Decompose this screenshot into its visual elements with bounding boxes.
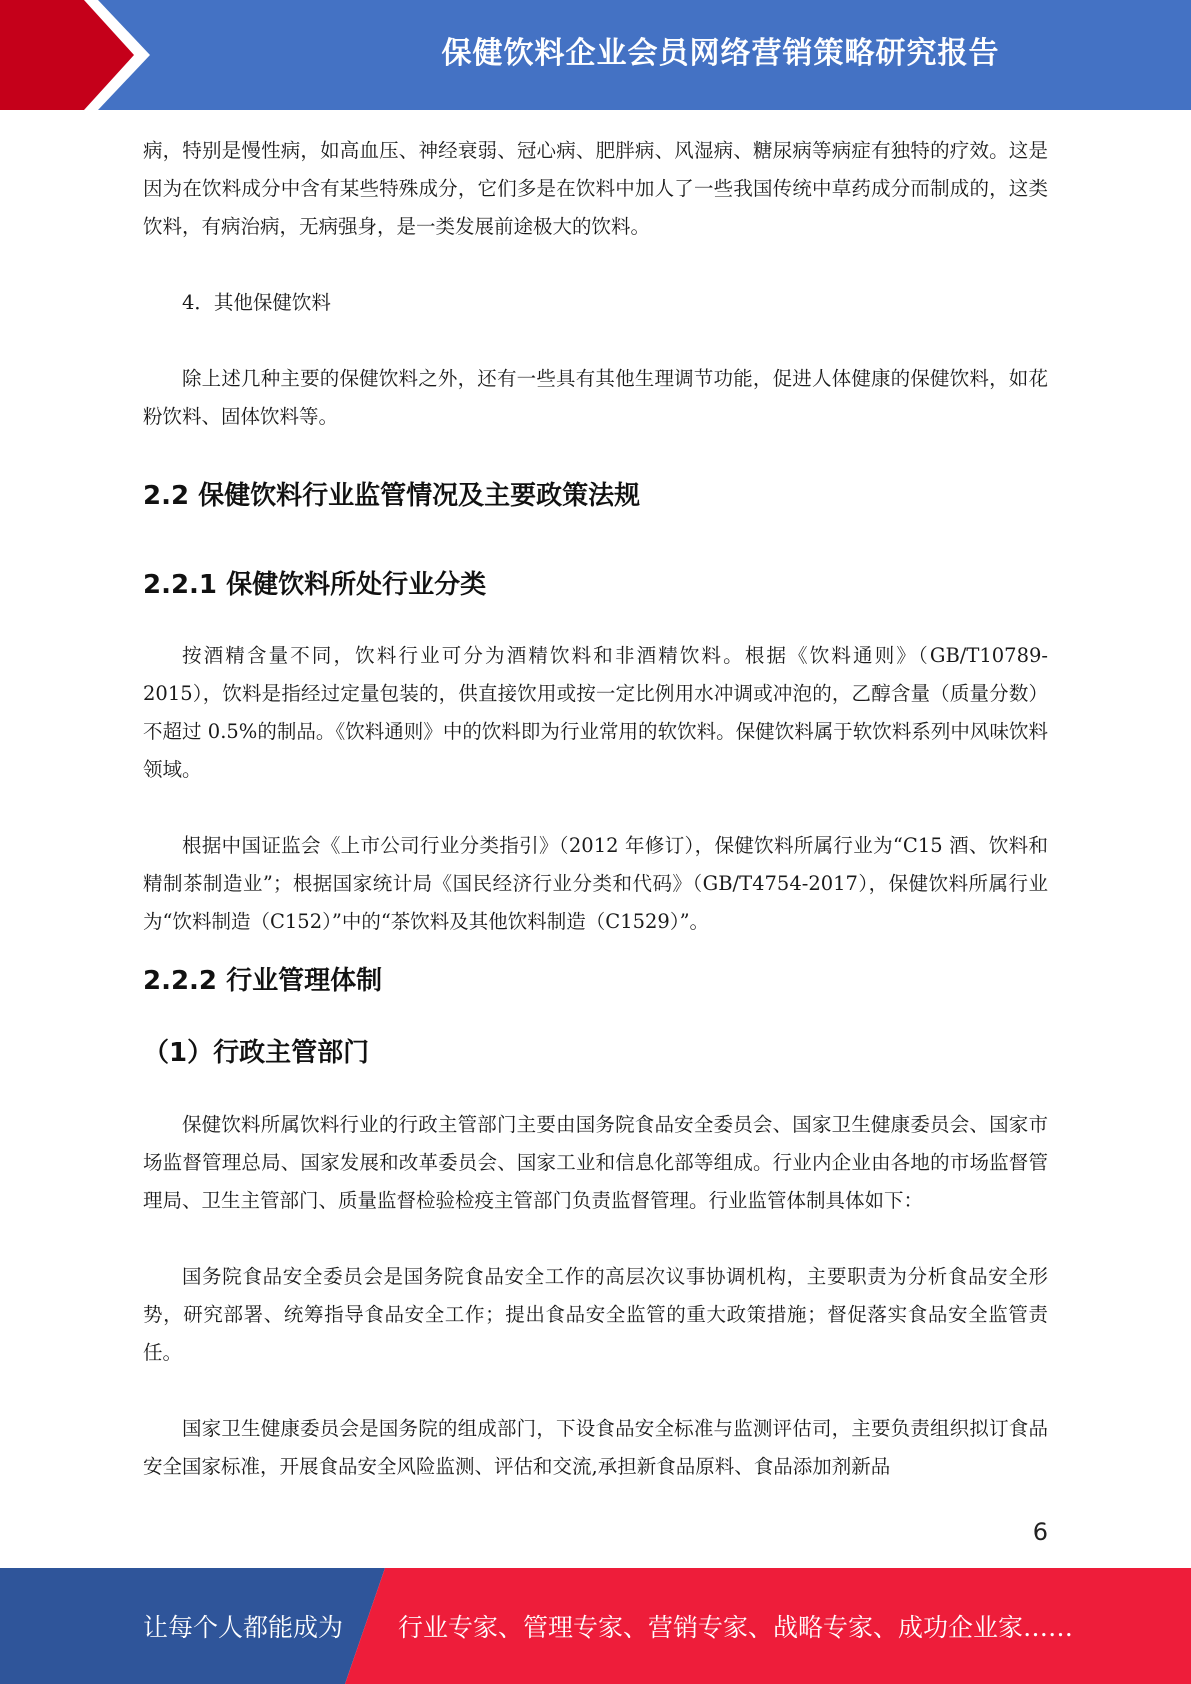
document-title: 保健饮料企业会员网络营销策略研究报告 — [441, 36, 1000, 71]
page-number: 6 — [1032, 1518, 1048, 1546]
subheading-other-health-drinks: 4．其他保健饮料 — [182, 291, 331, 314]
paragraph: 国家卫生健康委员会是国务院的组成部门，下设食品安全标准与监测评估司，主要负责组织拟订食品安全国家标准，开展食品安全风险监测、评估和交流,承担新食品原料、食品添加剂新品 — [143, 1417, 1048, 1478]
page-header — [0, 0, 1191, 110]
section-heading-2-2-2: 2.2.2 行业管理体制 — [143, 966, 383, 996]
section-heading-2-2: 2.2 保健饮料行业监管情况及主要政策法规 — [143, 481, 641, 511]
page-footer — [0, 1568, 1191, 1684]
subsection-heading-admin-departments: （1）行政主管部门 — [143, 1038, 370, 1068]
footer-slogan-right: 行业专家、管理专家、营销专家、战略专家、成功企业家…… — [398, 1613, 1074, 1642]
paragraph: 根据中国证监会《上市公司行业分类指引》（2012 年修订），保健饮料所属行业为“C15 酒、饮料和精制茶制造业”；根据国家统计局《国民经济行业分类和代码》（GB/T4754-2017），保健饮料所属行业为“饮料制造（C152）”中的“茶饮料及其他饮料制造（C1529）”。 — [143, 834, 1048, 933]
page-content — [143, 132, 1048, 1486]
paragraph: 病，特别是慢性病，如高血压、神经衰弱、冠心病、肥胖病、风湿病、糖尿病等病症有独特的疗效。这是因为在饮料成分中含有某些特殊成分，它们多是在饮料中加人了一些我国传统中草药成分而制成的，这类饮料，有病治病，无病强身，是一类发展前途极大的饮料。 — [143, 139, 1048, 238]
footer-slogan-left: 让每个人都能成为 — [143, 1613, 344, 1642]
paragraph: 保健饮料所属饮料行业的行政主管部门主要由国务院食品安全委员会、国家卫生健康委员会、国家市场监督管理总局、国家发展和改革委员会、国家工业和信息化部等组成。行业内企业由各地的市场监督管理局、卫生主管部门、质量监督检验检疫主管部门负责监督管理。行业监管体制具体如下： — [143, 1113, 1048, 1212]
paragraph: 除上述几种主要的保健饮料之外，还有一些具有其他生理调节功能，促进人体健康的保健饮料，如花粉饮料、固体饮料等。 — [143, 367, 1048, 428]
section-heading-2-2-1: 2.2.1 保健饮料所处行业分类 — [143, 570, 487, 600]
paragraph: 国务院食品安全委员会是国务院食品安全工作的高层次议事协调机构，主要职责为分析食品安全形势，研究部署、统筹指导食品安全工作；提出食品安全监管的重大政策措施；督促落实食品安全监管责任。 — [143, 1265, 1048, 1364]
paragraph: 按酒精含量不同，饮料行业可分为酒精饮料和非酒精饮料。根据《饮料通则》（GB/T10789-2015），饮料是指经过定量包装的，供直接饮用或按一定比例用水冲调或冲泡的，乙醇含量（质量分数）不超过 0.5%的制品。《饮料通则》中的饮料即为行业常用的软饮料。保健饮料属于软饮料系列中风味饮料领域。 — [143, 644, 1048, 781]
